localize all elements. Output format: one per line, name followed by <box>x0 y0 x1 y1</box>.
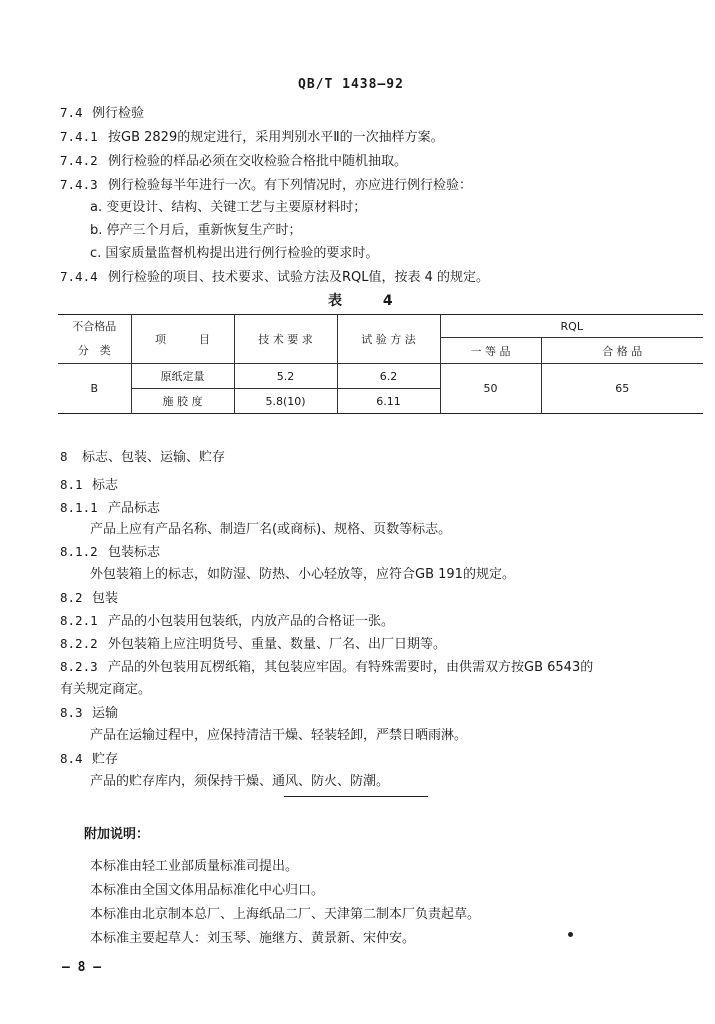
cell-method: 6.2 <box>337 364 440 389</box>
list-item-a: a. 变更设计、结构、关键工艺与主要原材料时； <box>90 200 367 215</box>
clause-8-1-1: 8.1.1 产品标志 <box>60 500 161 516</box>
list-item-c: c. 国家质量监督机构提出进行例行检验的要求时。 <box>90 246 379 261</box>
clause-7-4-2: 7.4.2 例行检验的样品必须在交收检验合格批中随机抽取。 <box>60 153 408 169</box>
clause-8-2-1: 8.2.1 产品的小包装用包装纸，内放产品的合格证一张。 <box>60 613 395 629</box>
section-8-4-heading: 8.4 贮存 <box>60 751 119 767</box>
document-code-header: QB/T 1438—92 <box>298 77 404 92</box>
clause-8-1-2-text: 外包装箱上的标志，如防湿、防热、小心轻放等，应符合GB 191的规定。 <box>90 567 515 582</box>
col-header-rql: RQL <box>440 315 703 338</box>
section-7-4-heading <box>60 104 144 123</box>
section-title: 例行检验 <box>92 106 145 121</box>
clause-8-2-3: 8.2.3 产品的外包装用瓦楞纸箱，其包装应牢固。有特殊需要时，由供需双方按GB 6543的 <box>60 659 594 675</box>
col-header-category-1: 不合格品 <box>58 315 131 338</box>
cell-group: B <box>58 364 131 414</box>
col-header-category-2: 分 类 <box>58 338 131 364</box>
additional-notes-heading: 附加说明： <box>84 827 150 842</box>
note-line: 本标准由轻工业部质量标准司提出。 <box>90 859 299 874</box>
col-header-tech: 技 术 要 求 <box>234 315 337 364</box>
clause-8-1-1-text: 产品上应有产品名称、制造厂名(或商标)、规格、页数等标志。 <box>90 522 452 537</box>
col-header-first-grade: 一 等 品 <box>440 338 541 364</box>
note-line: 本标准由北京制本总厂、上海纸品二厂、天津第二制本厂负责起草。 <box>90 907 481 922</box>
table-4 <box>58 314 703 414</box>
list-item-b: b. 停产三个月后，重新恢复生产时； <box>90 223 302 238</box>
section-8-3-text: 产品在运输过程中，应保持清洁干燥、轻装轻卸，严禁日晒雨淋。 <box>90 728 468 743</box>
note-line: 本标准主要起草人：刘玉琴、施继方、黄景新、宋仲安。 <box>90 931 416 946</box>
clause-7-4-3: 7.4.3 例行检验每半年进行一次。有下列情况时，亦应进行例行检验： <box>60 177 473 193</box>
clause-8-2-2: 8.2.2 外包装箱上应注明货号、重量、数量、厂名、出厂日期等。 <box>60 636 447 652</box>
cell-rql-qualified: 65 <box>541 364 703 414</box>
cell-item: 原纸定量 <box>131 364 234 389</box>
cell-method: 6.11 <box>337 389 440 414</box>
col-header-method: 试 验 方 法 <box>337 315 440 364</box>
clause-8-1-2: 8.1.2 包装标志 <box>60 544 161 560</box>
cell-rql-first: 50 <box>440 364 541 414</box>
cell-item: 施 胶 度 <box>131 389 234 414</box>
section-8-3-heading: 8.3 运输 <box>60 705 119 721</box>
section-8-2-heading: 8.2 包装 <box>60 590 119 606</box>
note-line: 本标准由全国文体用品标准化中心归口。 <box>90 883 325 898</box>
clause-7-4-4: 7.4.4 例行检验的项目、技术要求、试验方法及RQL值，按表 4 的规定。 <box>60 269 490 285</box>
scan-speck <box>568 932 573 937</box>
section-8-heading: 8 标志、包装、运输、贮存 <box>60 449 226 465</box>
section-8-4-text: 产品的贮存库内，须保持干燥、通风、防火、防潮。 <box>90 774 390 789</box>
col-header-qualified: 合 格 品 <box>541 338 703 364</box>
cell-tech: 5.8(10) <box>234 389 337 414</box>
section-number: 7.4 <box>60 105 83 120</box>
section-8-1-heading: 8.1 标志 <box>60 477 119 493</box>
clause-8-2-3-continued: 有关规定商定。 <box>60 682 152 697</box>
cell-tech: 5.2 <box>234 364 337 389</box>
col-header-item: 项 目 <box>131 315 234 364</box>
divider <box>284 796 428 797</box>
page-number: — 8 — <box>62 960 102 975</box>
table-4-title: 表 4 <box>328 293 411 309</box>
clause-7-4-1: 7.4.1 按GB 2829的规定进行，采用判别水平Ⅱ的一次抽样方案。 <box>60 129 444 145</box>
